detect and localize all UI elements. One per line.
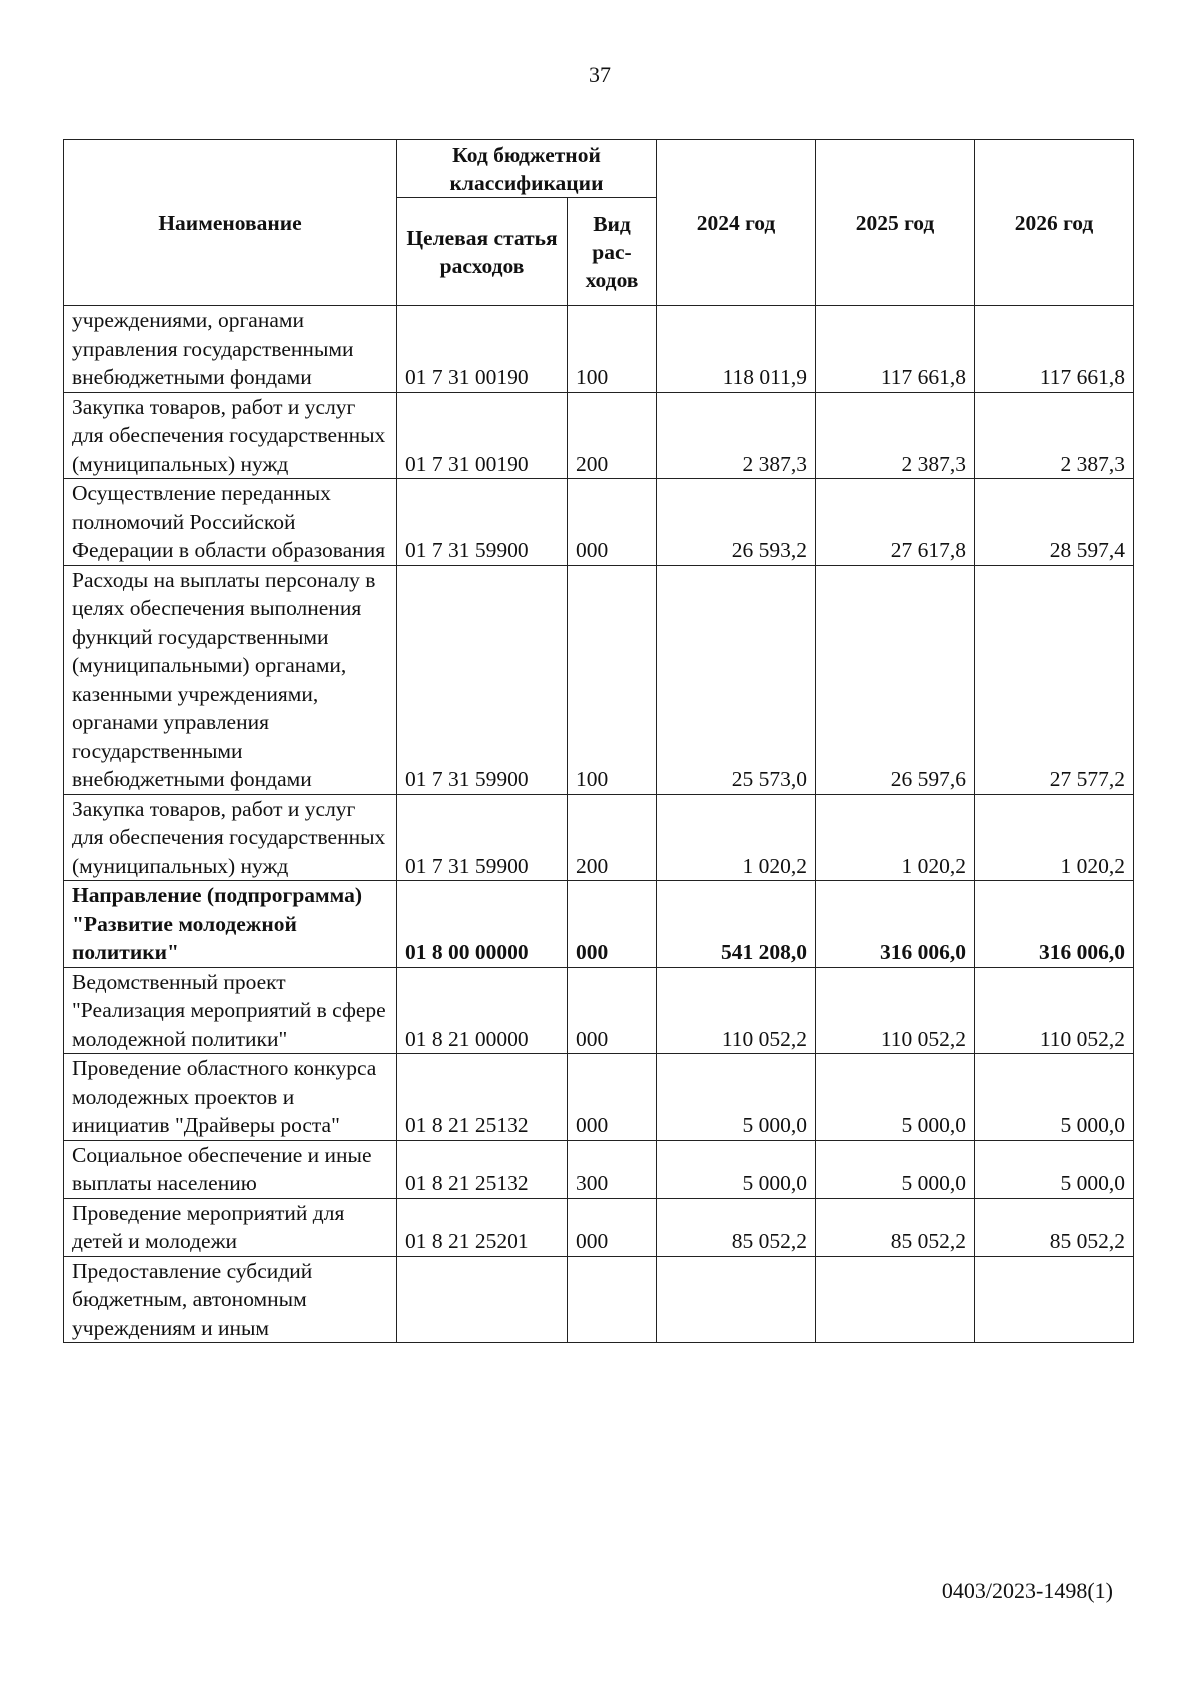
row-2024: 541 208,0 bbox=[657, 881, 816, 968]
header-code-group: Код бюджетной классификации bbox=[397, 140, 657, 198]
row-code: 01 7 31 59900 bbox=[397, 794, 568, 881]
row-vid: 200 bbox=[568, 392, 657, 479]
row-2026: 5 000,0 bbox=[975, 1054, 1134, 1141]
row-name: Закупка товаров, работ и услуг для обеспечения государственных (муниципальных) нужд bbox=[64, 392, 397, 479]
table-row bbox=[64, 306, 1134, 393]
header-target: Целевая статья расходов bbox=[397, 198, 568, 306]
row-2025: 26 597,6 bbox=[816, 565, 975, 794]
table-row bbox=[64, 392, 1134, 479]
row-2025: 85 052,2 bbox=[816, 1198, 975, 1256]
table-row-subprogram bbox=[64, 881, 1134, 968]
row-code bbox=[397, 1256, 568, 1343]
table-row bbox=[64, 1140, 1134, 1198]
row-vid: 300 bbox=[568, 1140, 657, 1198]
row-2025: 316 006,0 bbox=[816, 881, 975, 968]
row-2025: 2 387,3 bbox=[816, 392, 975, 479]
row-code: 01 8 21 25132 bbox=[397, 1054, 568, 1141]
row-2026: 110 052,2 bbox=[975, 967, 1134, 1054]
row-vid: 100 bbox=[568, 306, 657, 393]
row-2024: 118 011,9 bbox=[657, 306, 816, 393]
row-name: Ведомственный проект "Реализация мероприятий в сфере молодежной политики" bbox=[64, 967, 397, 1054]
header-vid: Вид рас-ходов bbox=[568, 198, 657, 306]
row-2026: 85 052,2 bbox=[975, 1198, 1134, 1256]
table-row-continued bbox=[64, 1256, 1134, 1343]
row-2025 bbox=[816, 1256, 975, 1343]
table-row bbox=[64, 1054, 1134, 1141]
row-code: 01 7 31 59900 bbox=[397, 479, 568, 566]
table-row bbox=[64, 967, 1134, 1054]
row-vid: 000 bbox=[568, 881, 657, 968]
row-2024: 25 573,0 bbox=[657, 565, 816, 794]
header-2024: 2024 год bbox=[657, 140, 816, 306]
row-2026: 28 597,4 bbox=[975, 479, 1134, 566]
header-name: Наименование bbox=[64, 140, 397, 306]
header-2025: 2025 год bbox=[816, 140, 975, 306]
row-code: 01 8 21 25132 bbox=[397, 1140, 568, 1198]
row-name: Направление (подпрограмма) "Развитие молодежной политики" bbox=[64, 881, 397, 968]
row-2025: 1 020,2 bbox=[816, 794, 975, 881]
row-vid: 000 bbox=[568, 1054, 657, 1141]
row-code: 01 7 31 00190 bbox=[397, 392, 568, 479]
row-name: учреждениями, органами управления государственными внебюджетными фондами bbox=[64, 306, 397, 393]
row-2024: 5 000,0 bbox=[657, 1054, 816, 1141]
row-name: Осуществление переданных полномочий Российской Федерации в области образования bbox=[64, 479, 397, 566]
row-2025: 110 052,2 bbox=[816, 967, 975, 1054]
row-2025: 5 000,0 bbox=[816, 1140, 975, 1198]
row-2026: 5 000,0 bbox=[975, 1140, 1134, 1198]
table-header bbox=[64, 140, 1134, 306]
row-name: Расходы на выплаты персоналу в целях обеспечения выполнения функций государственными (муниципальными) органами, казенными учреждениями, органами управления государственными внебюджетными фондами bbox=[64, 565, 397, 794]
header-2026: 2026 год bbox=[975, 140, 1134, 306]
table-row bbox=[64, 479, 1134, 566]
row-2024: 2 387,3 bbox=[657, 392, 816, 479]
budget-table bbox=[63, 139, 1134, 1343]
row-2024 bbox=[657, 1256, 816, 1343]
row-2024: 5 000,0 bbox=[657, 1140, 816, 1198]
row-2025: 117 661,8 bbox=[816, 306, 975, 393]
row-vid: 000 bbox=[568, 479, 657, 566]
row-name: Проведение областного конкурса молодежных проектов и инициатив "Драйверы роста" bbox=[64, 1054, 397, 1141]
row-name: Проведение мероприятий для детей и молодежи bbox=[64, 1198, 397, 1256]
table-row bbox=[64, 1198, 1134, 1256]
table-row bbox=[64, 794, 1134, 881]
row-code: 01 8 21 00000 bbox=[397, 967, 568, 1054]
row-2024: 26 593,2 bbox=[657, 479, 816, 566]
row-2026: 117 661,8 bbox=[975, 306, 1134, 393]
row-2024: 110 052,2 bbox=[657, 967, 816, 1054]
row-code: 01 7 31 00190 bbox=[397, 306, 568, 393]
table-row bbox=[64, 565, 1134, 794]
document-number: 0403/2023-1498(1) bbox=[941, 1578, 1113, 1603]
row-vid: 000 bbox=[568, 1198, 657, 1256]
row-code: 01 8 21 25201 bbox=[397, 1198, 568, 1256]
row-name: Закупка товаров, работ и услуг для обеспечения государственных (муниципальных) нужд bbox=[64, 794, 397, 881]
row-2025: 5 000,0 bbox=[816, 1054, 975, 1141]
row-name: Предоставление субсидий бюджетным, автономным учреждениям и иным bbox=[64, 1256, 397, 1343]
row-2026: 2 387,3 bbox=[975, 392, 1134, 479]
row-2024: 85 052,2 bbox=[657, 1198, 816, 1256]
row-vid bbox=[568, 1256, 657, 1343]
row-2026: 27 577,2 bbox=[975, 565, 1134, 794]
row-code: 01 7 31 59900 bbox=[397, 565, 568, 794]
row-name: Социальное обеспечение и иные выплаты населению bbox=[64, 1140, 397, 1198]
table-body bbox=[64, 306, 1134, 1343]
row-2025: 27 617,8 bbox=[816, 479, 975, 566]
row-vid: 000 bbox=[568, 967, 657, 1054]
row-2026: 1 020,2 bbox=[975, 794, 1134, 881]
page-number: 37 bbox=[589, 62, 611, 87]
row-vid: 100 bbox=[568, 565, 657, 794]
row-vid: 200 bbox=[568, 794, 657, 881]
row-code: 01 8 00 00000 bbox=[397, 881, 568, 968]
row-2026 bbox=[975, 1256, 1134, 1343]
row-2024: 1 020,2 bbox=[657, 794, 816, 881]
row-2026: 316 006,0 bbox=[975, 881, 1134, 968]
